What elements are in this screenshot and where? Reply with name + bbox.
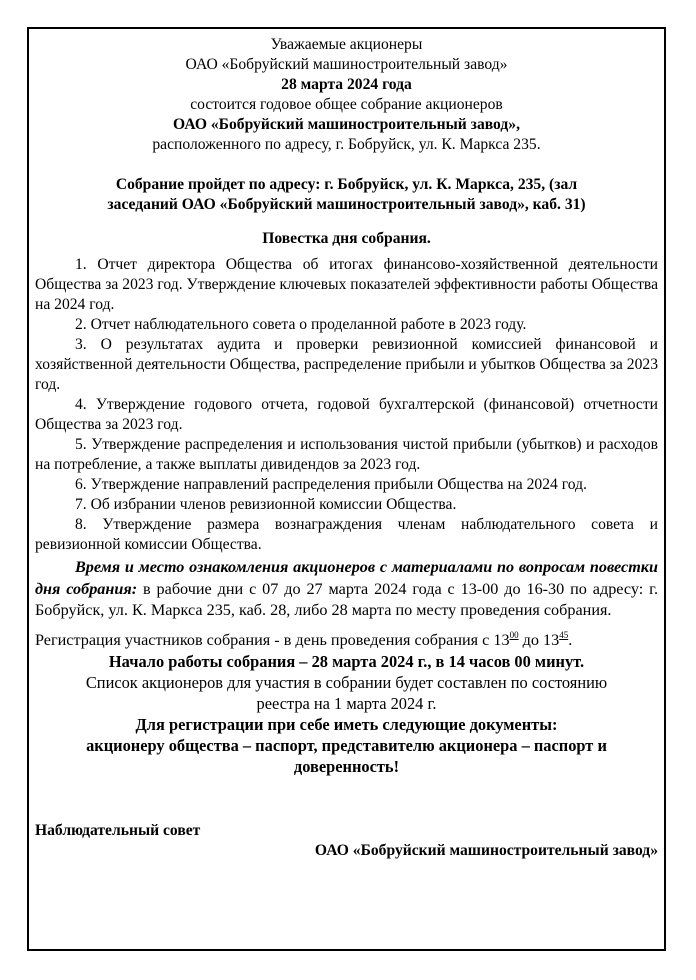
signature-line-1: Наблюдательный совет bbox=[35, 822, 201, 839]
agenda-list bbox=[35, 255, 658, 555]
registration-time-end-minutes: 45 bbox=[559, 629, 569, 640]
familiarization-paragraph bbox=[35, 557, 658, 622]
meeting-date: 28 марта 2024 года bbox=[281, 76, 412, 93]
meeting-start: Начало работы собрания – 28 марта 2024 г., в 14 часов 00 минут. bbox=[108, 652, 585, 671]
agenda-item: 7. Об избрании членов ревизионной комиссии Общества. bbox=[75, 496, 457, 513]
signature-line-2: ОАО «Бобруйский машиностроительный завод» bbox=[314, 842, 658, 859]
agenda-item: 1. Отчет директора Общества об итогах финансово-хозяйственной деятельности Общества за 2023 год. Утверждение ключевых показателей эффективности работы Общества на 2024 год. bbox=[35, 256, 658, 313]
familiarization-label: Время и место ознакомления акционеров с материалами по вопросам повестки дня собрания: bbox=[35, 558, 658, 598]
agenda-item: 6. Утверждение направлений распределения прибыли Общества на 2024 год. bbox=[75, 476, 587, 493]
notice-frame bbox=[27, 27, 666, 951]
registration-text-end: . bbox=[568, 630, 573, 649]
registration-text-middle: до 13 bbox=[518, 630, 560, 649]
registration-time-start-minutes: 00 bbox=[509, 629, 519, 640]
company-name: ОАО «Бобруйский машиностроительный завод», bbox=[173, 116, 520, 133]
agenda-item: 5. Утверждение распределения и использования чистой прибыли (убытков) и расходов на потребление, а также выплаты дивидендов за 2023 год. bbox=[35, 436, 658, 473]
list-line-1: Список акционеров для участия в собрании будет составлен по состоянию bbox=[85, 673, 608, 692]
familiarization-text: в рабочие дни с 07 до 27 марта 2024 года с 13-00 до 16-30 по адресу: г. Бобруйск, ул. К. Маркса 235, каб. 28, либо 28 марта по месту проведения собрания. bbox=[35, 579, 658, 619]
registration-text: Регистрация участников собрания - в день проведения собрания с 13 bbox=[35, 630, 510, 649]
agenda-item: 2. Отчет наблюдательного совета о проделанной работе в 2023 году. bbox=[75, 316, 527, 333]
header-line-2: ОАО «Бобруйский машиностроительный завод» bbox=[185, 56, 508, 73]
documents-line-1: Для регистрации при себе иметь следующие документы: bbox=[135, 715, 558, 734]
registration-line bbox=[35, 630, 658, 652]
agenda-title: Повестка дня собрания. bbox=[262, 230, 431, 247]
venue-line-1: Собрание пройдет по адресу: г. Бобруйск, ул. К. Маркса, 235, (зал bbox=[115, 176, 578, 193]
company-address: расположенного по адресу, г. Бобруйск, ул. К. Маркса 235. bbox=[152, 136, 541, 153]
documents-line-3: доверенность! bbox=[293, 757, 400, 776]
header-line-1: Уважаемые акционеры bbox=[270, 36, 423, 53]
venue-line-2: заседаний ОАО «Бобруйский машиностроительный завод», каб. 31) bbox=[107, 196, 586, 213]
header-line-4: состоится годовое общее собрание акционеров bbox=[190, 96, 503, 113]
agenda-item: 3. О результатах аудита и проверки ревизионной комиссией финансовой и хозяйственной деятельности Общества, распределение прибыли и убытков Общества за 2023 год. bbox=[35, 336, 658, 393]
agenda-item: 8. Утверждение размера вознаграждения членам наблюдательного совета и ревизионной комиссии Общества. bbox=[35, 516, 658, 553]
documents-line-2: акционеру общества – паспорт, представителю акционера – паспорт и bbox=[86, 736, 607, 755]
list-line-2: реестра на 1 марта 2024 г. bbox=[256, 694, 437, 713]
agenda-item: 4. Утверждение годового отчета, годовой бухгалтерской (финансовой) отчетности Общества за 2023 год. bbox=[35, 396, 658, 433]
